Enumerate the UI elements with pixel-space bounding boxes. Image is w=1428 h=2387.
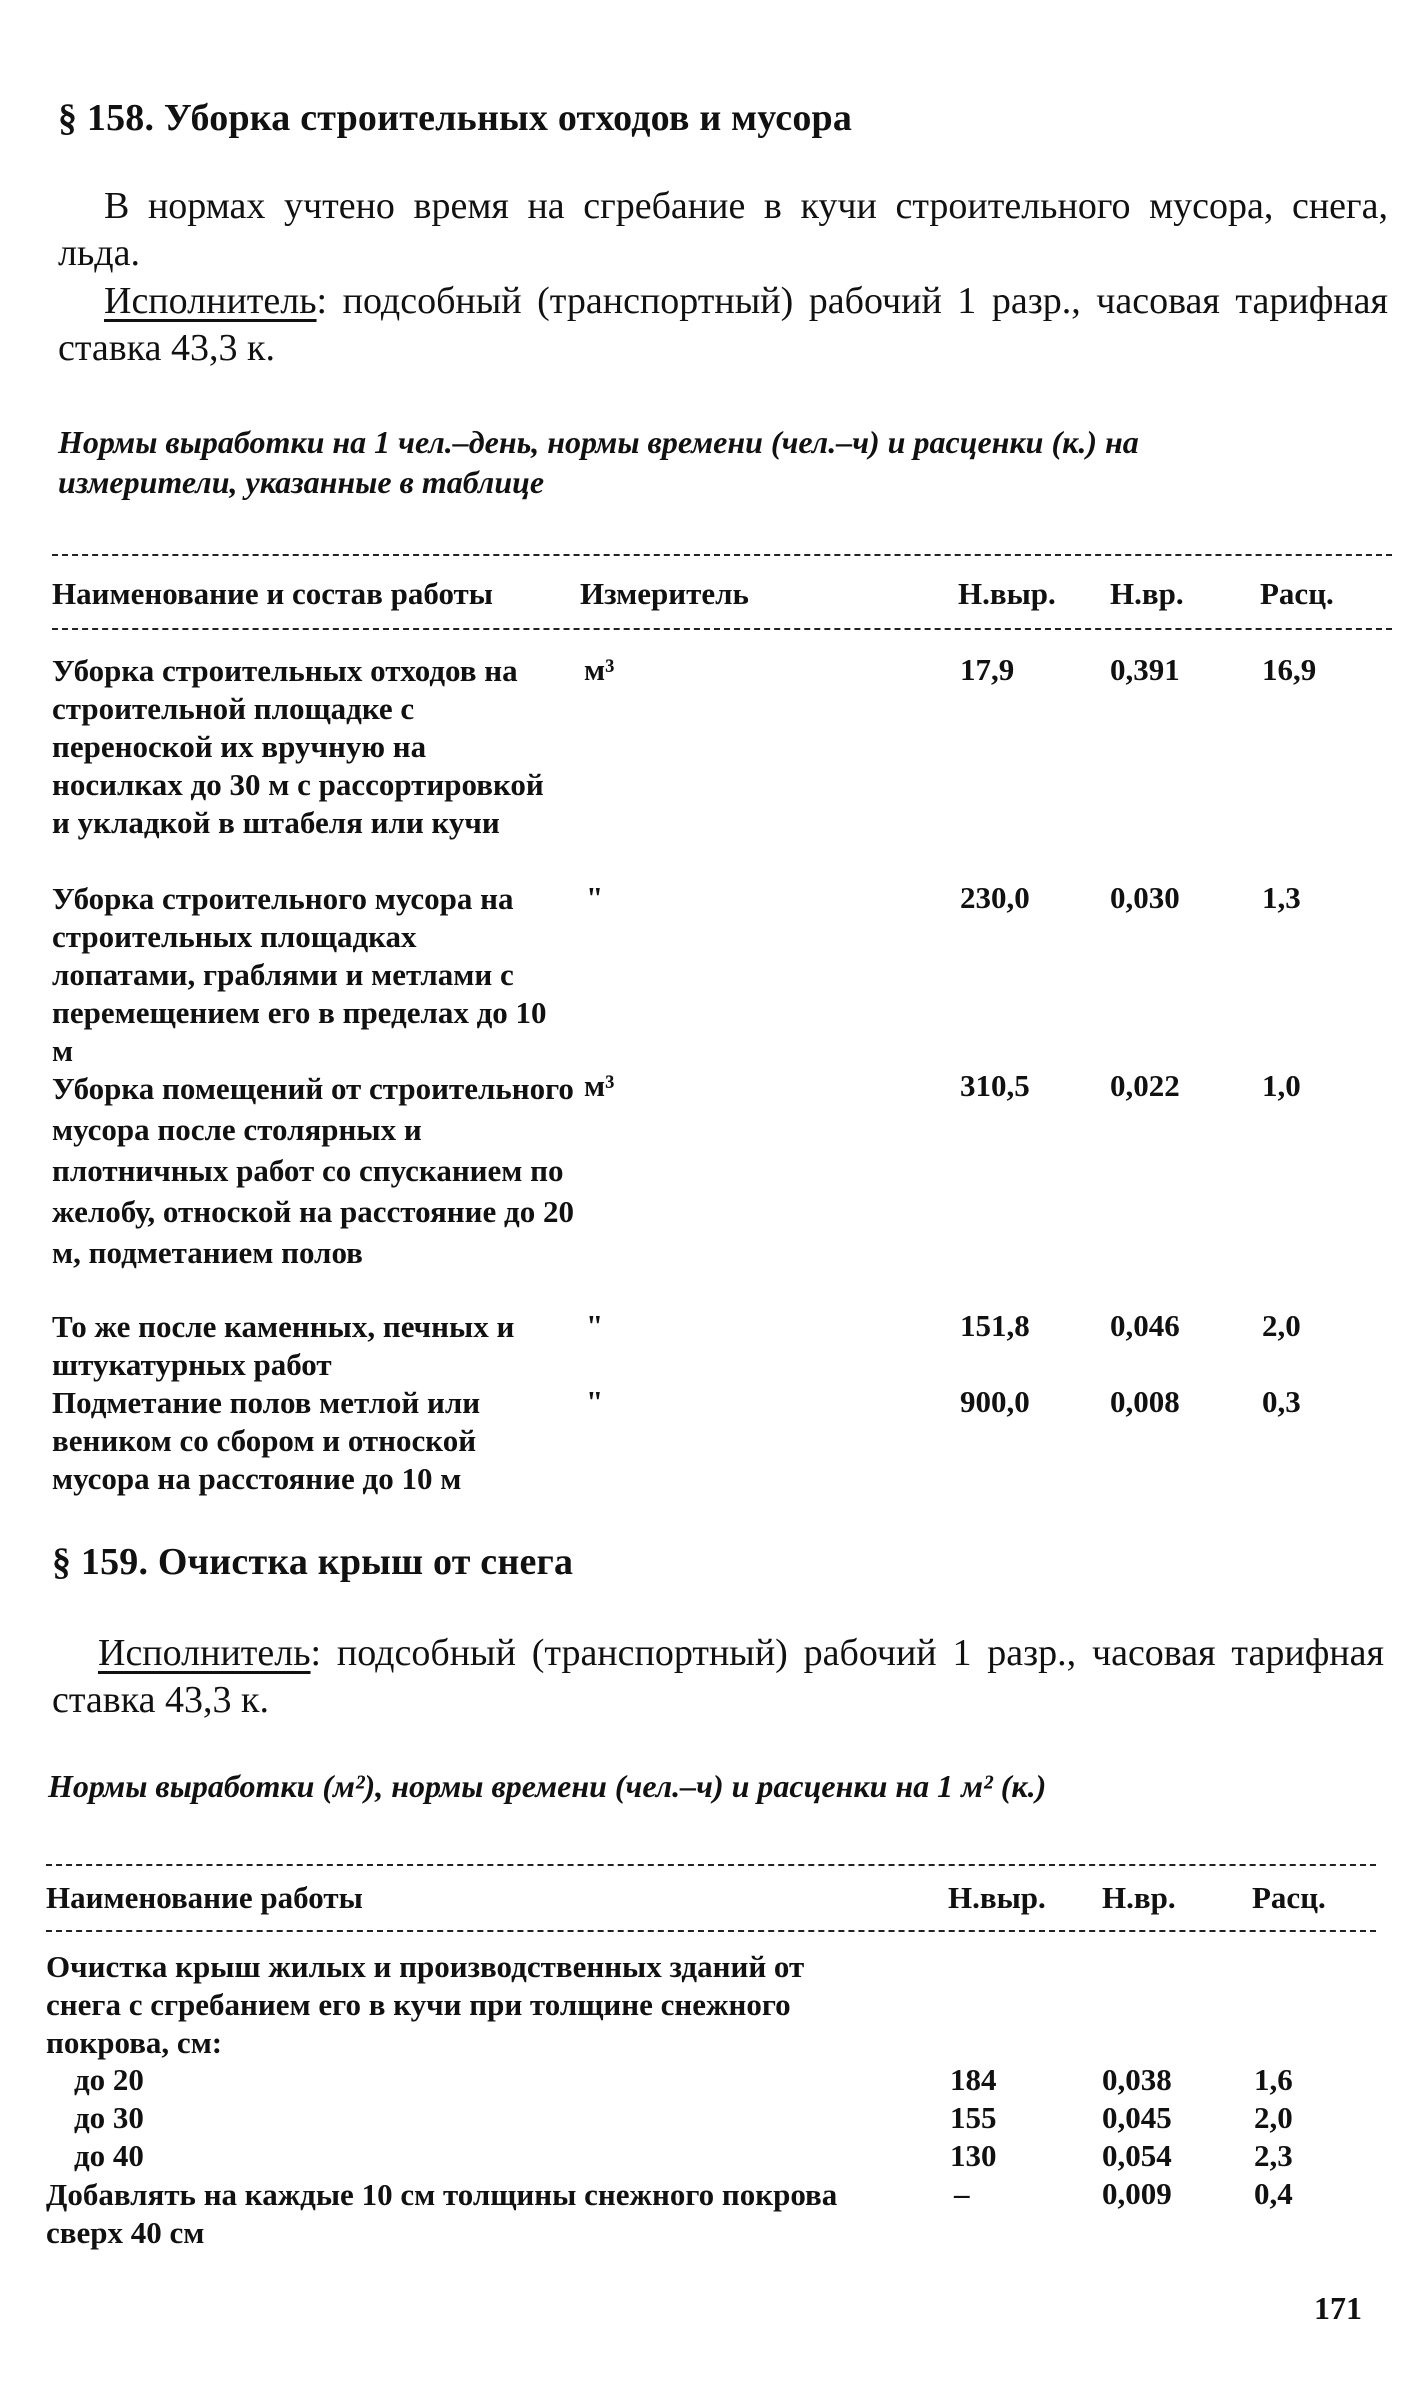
table-158-row-3-name: Уборка помещений от строительного мусора после столярных и плотничных работ со спусканием по желобу, отноской на расстояние до 20 м, подметанием полов xyxy=(52,1071,574,1270)
table-158-row-1-nvr: 0,391 xyxy=(1110,652,1180,687)
table-159-top-rule xyxy=(46,1864,1376,1866)
table-159-header-rasc: Расц. xyxy=(1252,1880,1326,1915)
table-158-row-3-nvr: 0,022 xyxy=(1110,1068,1180,1103)
table-158-row-3-nvyr: 310,5 xyxy=(960,1068,1030,1103)
section-158-title: § 158. Уборка строительных отходов и мусора xyxy=(58,97,853,139)
table-159-row-2-rasc: 2,0 xyxy=(1254,2100,1293,2135)
executor-label: Исполнитель xyxy=(104,280,317,322)
table-158-row-4-unit: " xyxy=(586,1308,604,1343)
table-159-row-3-name: до 40 xyxy=(74,2138,144,2173)
table-158-row-1-nvyr: 17,9 xyxy=(960,652,1015,687)
page-number: 171 xyxy=(1314,2290,1362,2326)
table-158-row-2-name: Уборка строительного мусора на строительных площадках лопатами, граблями и метлами с перемещением его в пределах до 10 м xyxy=(52,881,547,1068)
table-158-header-rule xyxy=(52,628,1392,630)
table-159-row-1-nvr: 0,038 xyxy=(1102,2062,1172,2097)
table-158-row-2-nvyr: 230,0 xyxy=(960,880,1030,915)
section-159-caption: Нормы выработки (м²), нормы времени (чел.–ч) и расценки на 1 м² (к.) xyxy=(48,1768,1047,1804)
table-159-extra-nvyr: – xyxy=(954,2176,970,2211)
table-159-row-2-nvr: 0,045 xyxy=(1102,2100,1172,2135)
table-159-header-nvr: Н.вр. xyxy=(1102,1880,1176,1915)
table-158-row-5-nvyr: 900,0 xyxy=(960,1384,1030,1419)
section-158-caption: Нормы выработки на 1 чел.–день, нормы времени (чел.–ч) и расценки (к.) на измерители, указанные в таблице xyxy=(58,424,1139,500)
table-159-main-desc: Очистка крыш жилых и производственных зданий от снега с сгребанием его в кучи при толщине снежного покрова, см: xyxy=(46,1949,805,2060)
table-158-header-rasc: Расц. xyxy=(1260,576,1334,611)
table-158-row-4-nvr: 0,046 xyxy=(1110,1308,1180,1343)
table-159-row-1-rasc: 1,6 xyxy=(1254,2062,1293,2097)
table-158-row-3-rasc: 1,0 xyxy=(1262,1068,1301,1103)
table-158-row-2-nvr: 0,030 xyxy=(1110,880,1180,915)
executor-text: : подсобный (транспортный) рабочий 1 разр., часовая тарифная ставка 43,3 к. xyxy=(52,1632,1384,1721)
table-158-row-2-rasc: 1,3 xyxy=(1262,880,1301,915)
table-159-row-2-nvyr: 155 xyxy=(950,2100,997,2135)
table-158-row-5-nvr: 0,008 xyxy=(1110,1384,1180,1419)
table-159-header-name: Наименование работы xyxy=(46,1880,363,1915)
table-158-row-4-rasc: 2,0 xyxy=(1262,1308,1301,1343)
table-158-row-1-name: Уборка строительных отходов на строительной площадке с переноской их вручную на носилках до 30 м с рассортировкой и укладкой в штабеля или кучи xyxy=(52,653,544,840)
table-159-row-1-nvyr: 184 xyxy=(950,2062,997,2097)
table-159-extra-name: Добавлять на каждые 10 см толщины снежного покрова сверх 40 см xyxy=(46,2177,838,2250)
table-158-row-4-name: То же после каменных, печных и штукатурных работ xyxy=(52,1309,515,1382)
executor-label: Исполнитель xyxy=(98,1632,311,1674)
table-159-header-rule xyxy=(46,1930,1376,1932)
section-158-intro: В нормах учтено время на сгребание в кучи строительного мусора, снега, льда. xyxy=(58,185,1388,274)
table-158-header-nvyr: Н.выр. xyxy=(958,576,1056,611)
table-158-top-rule xyxy=(52,554,1392,556)
table-158-row-4-nvyr: 151,8 xyxy=(960,1308,1030,1343)
section-159-executor xyxy=(52,1630,1384,1724)
table-158-header-unit: Измеритель xyxy=(580,576,749,611)
table-159-row-2-name: до 30 xyxy=(74,2100,144,2135)
table-158-row-1-rasc: 16,9 xyxy=(1262,652,1317,687)
table-159-row-3-rasc: 2,3 xyxy=(1254,2138,1293,2173)
table-158-row-2-unit: " xyxy=(586,880,604,915)
table-158-row-5-unit: " xyxy=(586,1384,604,1419)
section-159-title: § 159. Очистка крыш от снега xyxy=(52,1541,574,1583)
section-158-executor xyxy=(58,278,1388,372)
table-158-header-name: Наименование и состав работы xyxy=(52,576,493,611)
table-158-row-5-rasc: 0,3 xyxy=(1262,1384,1301,1419)
table-159-row-3-nvyr: 130 xyxy=(950,2138,997,2173)
table-158-row-5-name: Подметание полов метлой или веником со сбором и отноской мусора на расстояние до 10 м xyxy=(52,1385,481,1496)
executor-text: : подсобный (транспортный) рабочий 1 разр., часовая тарифная ставка 43,3 к. xyxy=(58,280,1388,369)
table-159-extra-rasc: 0,4 xyxy=(1254,2176,1293,2211)
table-159-extra-nvr: 0,009 xyxy=(1102,2176,1172,2211)
table-158-header-nvr: Н.вр. xyxy=(1110,576,1184,611)
table-158-row-3-unit: м³ xyxy=(584,1068,615,1103)
table-159-header-nvyr: Н.выр. xyxy=(948,1880,1046,1915)
table-159-row-1-name: до 20 xyxy=(74,2062,144,2097)
table-159-row-3-nvr: 0,054 xyxy=(1102,2138,1172,2173)
table-158-row-1-unit: м³ xyxy=(584,652,615,687)
